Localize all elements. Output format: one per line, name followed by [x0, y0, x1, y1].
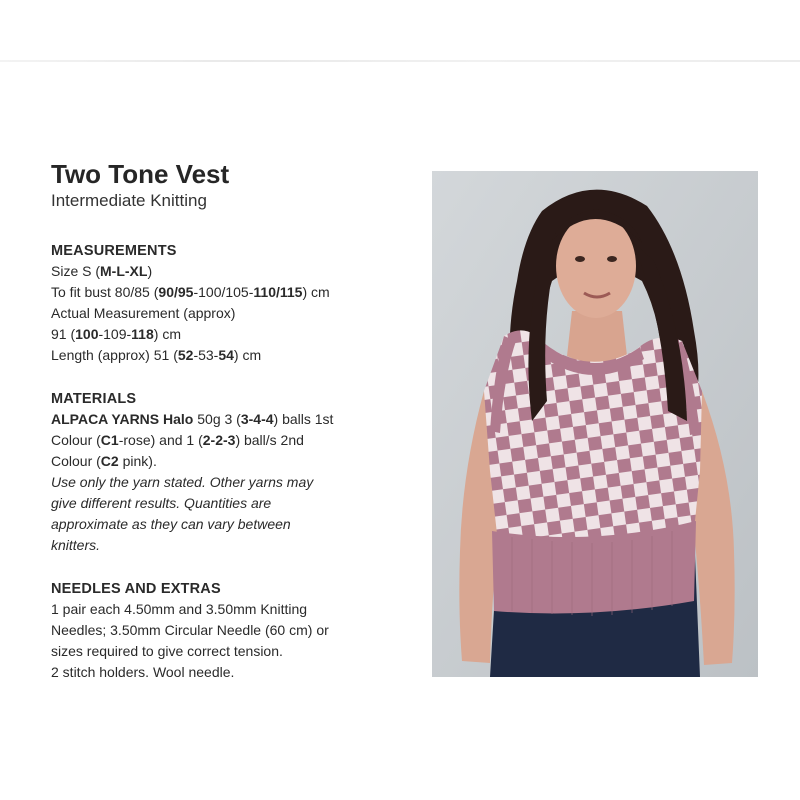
- needles-line: 2 stitch holders. Wool needle.: [51, 664, 235, 680]
- actual-measurement-label: Actual Measurement (approx): [51, 305, 236, 321]
- actual-measurement-line: 91 (100-109-118) cm: [51, 326, 181, 342]
- needles-line: Needles; 3.50mm Circular Needle (60 cm) or: [51, 622, 329, 638]
- face: [556, 214, 636, 318]
- yarn-line: ALPACA YARNS Halo 50g 3 (3-4-4) balls 1st: [51, 411, 334, 427]
- skill-level: Intermediate Knitting: [51, 191, 207, 210]
- pattern-title: Two Tone Vest: [51, 159, 230, 189]
- left-eye: [575, 256, 585, 262]
- neck: [567, 311, 627, 364]
- model-wearing-vest-illustration: [432, 171, 758, 677]
- materials-heading: MATERIALS: [51, 391, 137, 407]
- materials-section: [51, 389, 421, 556]
- yarn-note-line: knitters.: [51, 537, 101, 553]
- needles-line: sizes required to give correct tension.: [51, 643, 283, 659]
- colour1-line: Colour (C1-rose) and 1 (2-2-3) ball/s 2nd: [51, 432, 304, 448]
- needles-heading: NEEDLES AND EXTRAS: [51, 581, 221, 597]
- yarn-note-line: give different results. Quantities are: [51, 495, 272, 511]
- yarn-note-line: approximate as they can vary between: [51, 516, 291, 532]
- measurements-section: [51, 241, 421, 366]
- model-photo: [432, 171, 758, 677]
- pattern-details: [51, 158, 421, 706]
- yarn-note-line: Use only the yarn stated. Other yarns may: [51, 474, 314, 490]
- measurements-heading: MEASUREMENTS: [51, 243, 177, 259]
- needles-section: [51, 579, 421, 683]
- needles-line: 1 pair each 4.50mm and 3.50mm Knitting: [51, 601, 308, 617]
- top-divider: [0, 60, 800, 62]
- bust-line: To fit bust 80/85 (90/95-100/105-110/115) cm: [51, 284, 330, 300]
- length-line: Length (approx) 51 (52-53-54) cm: [51, 347, 262, 363]
- colour2-line: Colour (C2 pink).: [51, 453, 157, 469]
- size-line: Size S (M-L-XL): [51, 263, 153, 279]
- right-eye: [607, 256, 617, 262]
